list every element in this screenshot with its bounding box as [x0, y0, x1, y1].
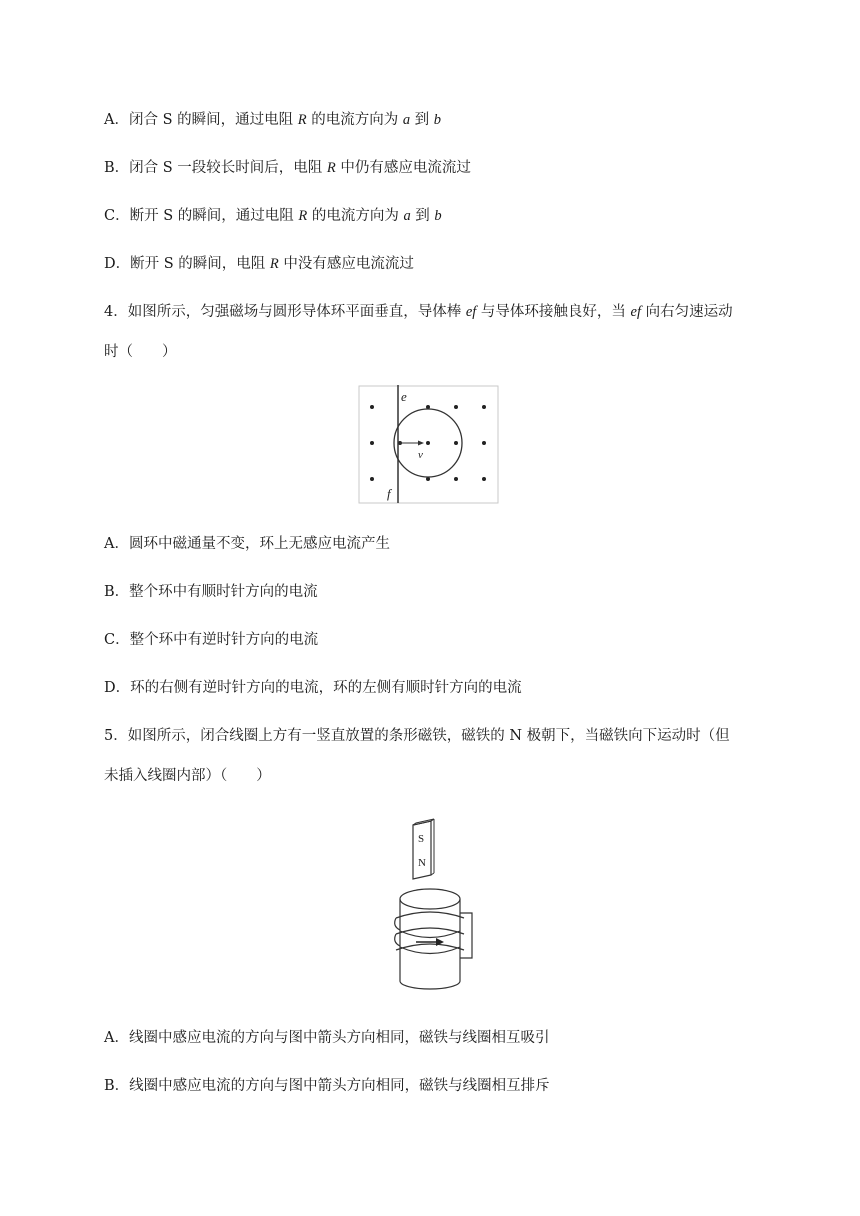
- q4-option-b: B．整个环中有顺时针方向的电流: [104, 584, 318, 600]
- var-a: a: [402, 112, 411, 128]
- q3-option-a-to: 到: [410, 112, 434, 128]
- q3-option-b-post: 中仍有感应电流流过: [335, 160, 471, 176]
- q4-stem-part: 4．如图所示，匀强磁场与圆形导体环平面垂直，导体棒: [104, 304, 466, 320]
- label-s: S: [418, 833, 425, 845]
- q3-option-c-text: C．断开 S 的瞬间，通过电阻: [104, 208, 299, 224]
- q4-option-a: A．圆环中磁通量不变，环上无感应电流产生: [104, 536, 390, 552]
- q5-stem-line1: 5．如图所示，闭合线圈上方有一竖直放置的条形磁铁，磁铁的 N 极朝下，当磁铁向下运动时（但: [104, 728, 730, 744]
- var-ef: ef: [465, 304, 477, 320]
- q5-option-b: B．线圈中感应电流的方向与图中箭头方向相同，磁铁与线圈相互排斥: [104, 1078, 550, 1094]
- q3-option-a-mid: 的电流方向为: [306, 112, 403, 128]
- q5-figure: [386, 818, 476, 990]
- var-r: R: [326, 160, 336, 176]
- var-a: a: [403, 208, 411, 224]
- q4-stem-line1: [104, 302, 733, 322]
- field-dots: [370, 405, 486, 481]
- coil: [395, 889, 472, 989]
- var-r: R: [269, 256, 279, 272]
- var-r: R: [297, 112, 307, 128]
- var-r: R: [298, 208, 308, 224]
- var-b: b: [433, 112, 442, 128]
- label-f: f: [387, 486, 391, 501]
- q4-option-d: D．环的右侧有逆时针方向的电流，环的左侧有顺时针方向的电流: [104, 680, 522, 696]
- q3-option-c-mid: 的电流方向为: [307, 208, 404, 224]
- q4-stem-part: 与导体环接触良好，当: [476, 304, 631, 320]
- q4-stem-line2: 时（ ）: [104, 344, 177, 360]
- bar-magnet: [413, 819, 434, 879]
- label-v: v: [418, 449, 423, 461]
- q5-option-a: A．线圈中感应电流的方向与图中箭头方向相同，磁铁与线圈相互吸引: [104, 1030, 550, 1046]
- q4-stem-part: 向右匀速运动: [641, 304, 733, 320]
- q3-option-a-text: A．闭合 S 的瞬间，通过电阻: [104, 112, 298, 128]
- q3-option-a: [104, 110, 441, 130]
- q3-option-c: [104, 206, 442, 226]
- q3-option-b: [104, 158, 471, 178]
- q3-option-b-text: B．闭合 S 一段较长时间后，电阻: [104, 160, 327, 176]
- label-e: e: [401, 389, 407, 404]
- q4-figure: [358, 385, 500, 505]
- var-b: b: [434, 208, 442, 224]
- q4-option-c: C．整个环中有逆时针方向的电流: [104, 632, 319, 648]
- var-ef: ef: [630, 304, 641, 320]
- q3-option-d: [104, 254, 414, 274]
- label-n: N: [418, 857, 426, 869]
- q5-stem-line2: 未插入线圈内部）（ ）: [104, 768, 271, 784]
- q3-option-d-post: 中没有感应电流流过: [278, 256, 414, 272]
- q3-option-c-to: 到: [410, 208, 435, 224]
- q3-option-d-text: D．断开 S 的瞬间，电阻: [104, 256, 270, 272]
